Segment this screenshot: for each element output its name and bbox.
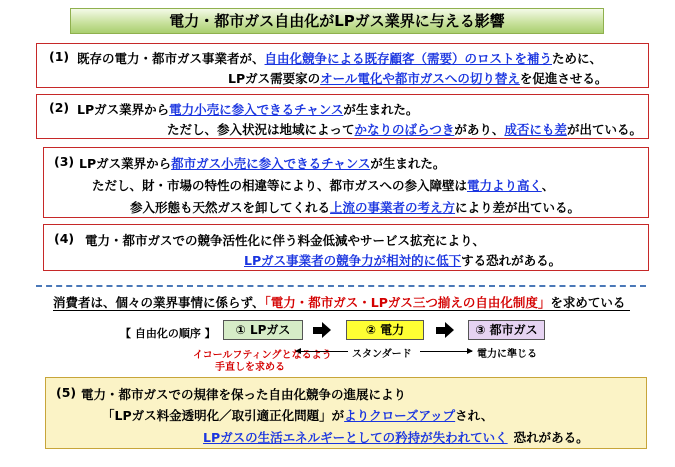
arrow-right-icon bbox=[420, 351, 472, 352]
pride-lost-highlight: LPガスの生活エネルギーとしての矜持が失われていく bbox=[203, 430, 508, 445]
item-3-number: (3) bbox=[54, 154, 75, 169]
item-5-box bbox=[45, 377, 647, 449]
close-up-highlight: よりクローズアップ bbox=[344, 408, 456, 423]
three-set-system-highlight: 「電力・都市ガス・LPガス三つ揃えの自由化制度」 bbox=[264, 295, 551, 310]
page-title: 電力・都市ガス自由化がLPガス業界に与える影響 bbox=[70, 8, 604, 34]
higher-than-power-highlight: 電力より高く bbox=[467, 178, 542, 193]
consumer-underline bbox=[53, 310, 630, 311]
per-power-label: 電力に準じる bbox=[477, 349, 537, 360]
item-2-number: (2) bbox=[49, 100, 70, 115]
item-4-line-1: 電力・都市ガスでの競争活性化に伴う料金低減やサービス拡充により、 bbox=[85, 233, 486, 248]
item-3-line-1: LPガス業界から都市ガス小売に参入できるチャンスが生まれた。 bbox=[79, 156, 446, 171]
item-2-box bbox=[36, 94, 649, 139]
section-divider bbox=[36, 285, 646, 287]
item-4-box bbox=[43, 224, 649, 271]
variation-highlight: かなりのばらつき bbox=[354, 122, 455, 137]
standard-label: スタンダード bbox=[352, 349, 412, 360]
stage-electricity: ② 電力 bbox=[346, 320, 424, 340]
item-5-line-3: LPガスの生活エネルギーとしての矜持が失われていく 恐れがある。 bbox=[203, 430, 589, 445]
city-gas-retail-highlight: 都市ガス小売に参入できるチャンス bbox=[171, 156, 371, 171]
item-4-line-2: LPガス事業者の競争力が相対的に低下する恐れがある。 bbox=[244, 253, 562, 268]
stage-lpgas: ① LPガス bbox=[223, 320, 303, 340]
item-1-number: (1) bbox=[49, 49, 70, 64]
order-label: 【 自由化の順序 】 bbox=[120, 327, 216, 340]
arrow-left-icon bbox=[296, 351, 348, 352]
lost-customers-highlight: 自由化競争による既存顧客（需要）のロストを補う bbox=[264, 51, 553, 66]
item-4-number: (4) bbox=[54, 231, 75, 246]
equal-footing-note: イコールフティングとなるよう bbox=[193, 350, 332, 361]
success-difference-highlight: 成否にも差 bbox=[504, 122, 567, 137]
item-3-line-2: ただし、財・市場の特性の相違等により、都市ガスへの参入障壁は電力より高く、 bbox=[92, 178, 555, 193]
item-5-number: (5) bbox=[56, 385, 77, 400]
competitiveness-highlight: LPガス事業者の競争力が相対的に低下 bbox=[244, 253, 462, 268]
item-5-line-2: 「LPガス料金透明化／取引適正化問題」がよりクローズアップされ、 bbox=[102, 408, 494, 423]
consumer-statement: 消費者は、個々の業界事情に係らず、「電力・都市ガス・LPガス三つ揃えの自由化制度」を求めている bbox=[53, 295, 626, 310]
item-1-line-1: 既存の電力・都市ガス事業者が、自由化競争による既存顧客（需要）のロストを補うために、 bbox=[77, 51, 603, 66]
power-retail-highlight: 電力小売に参入できるチャンス bbox=[169, 102, 344, 117]
item-1-box bbox=[36, 43, 649, 88]
upstream-highlight: 上流の事業者の考え方 bbox=[330, 200, 456, 215]
revision-request-note: 手直しを求める bbox=[215, 362, 285, 373]
item-3-line-3: 参入形態も天然ガスを卸してくれる上流の事業者の考え方により差が出ている。 bbox=[130, 200, 581, 215]
item-1-line-2: LPガス需要家のオール電化や都市ガスへの切り替えを促進させる。 bbox=[228, 71, 608, 86]
item-2-line-1: LPガス業界から電力小売に参入できるチャンスが生まれた。 bbox=[77, 102, 419, 117]
switching-highlight: オール電化や都市ガスへの切り替え bbox=[320, 71, 520, 86]
stage-city-gas: ③ 都市ガス bbox=[468, 320, 545, 340]
item-3-box bbox=[43, 147, 649, 218]
item-2-line-2: ただし、参入状況は地域によってかなりのばらつきがあり、成否にも差が出ている。 bbox=[167, 122, 642, 137]
item-5-line-1: 電力・都市ガスでの規律を保った自由化競争の進展により bbox=[81, 387, 407, 402]
